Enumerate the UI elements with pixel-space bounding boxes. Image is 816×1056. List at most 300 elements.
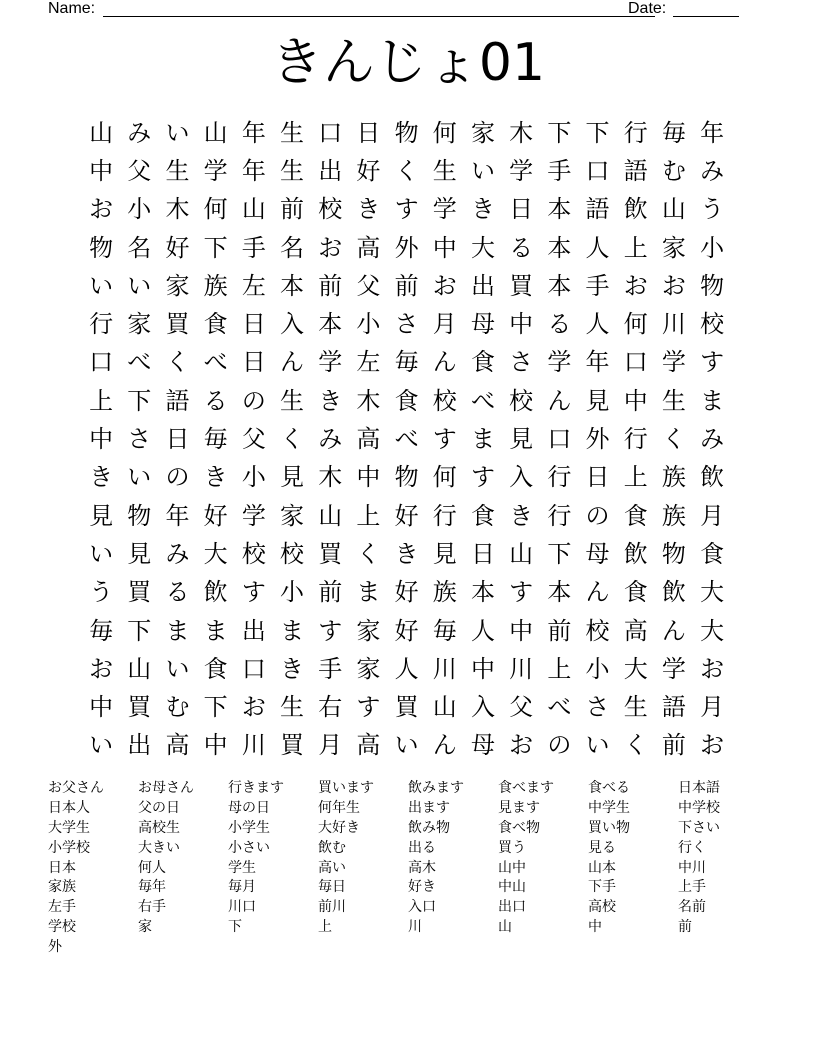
word-list-item: お母さん bbox=[138, 780, 194, 796]
grid-cell: お bbox=[700, 654, 725, 683]
grid-cell: 日 bbox=[470, 539, 495, 568]
grid-cell: 行 bbox=[623, 118, 648, 147]
word-list-item: 右手 bbox=[138, 899, 166, 916]
grid-cell: る bbox=[547, 310, 572, 339]
word-list-item: 下さい bbox=[678, 819, 720, 836]
grid-cell: お bbox=[661, 271, 686, 300]
grid-cell: す bbox=[509, 578, 534, 607]
grid-cell: お bbox=[700, 731, 725, 760]
grid-cell: ん bbox=[585, 578, 610, 607]
grid-cell: 年 bbox=[241, 118, 266, 147]
grid-cell: 小 bbox=[241, 463, 266, 492]
word-list-item: 下 bbox=[228, 919, 242, 936]
grid-cell: 中 bbox=[432, 233, 457, 262]
grid-cell: 日 bbox=[585, 463, 610, 492]
word-list-item: 見る bbox=[588, 839, 616, 856]
word-list-item: 何人 bbox=[138, 859, 166, 876]
grid-cell: る bbox=[509, 233, 534, 262]
grid-cell: む bbox=[661, 156, 686, 185]
word-list-item: 行く bbox=[678, 839, 706, 856]
word-list-item: 毎日 bbox=[318, 879, 346, 896]
grid-cell: 好 bbox=[394, 578, 419, 607]
grid-cell: き bbox=[318, 386, 343, 415]
grid-cell: 校 bbox=[700, 310, 725, 339]
grid-cell: 生 bbox=[432, 156, 457, 185]
grid-cell: 下 bbox=[203, 693, 228, 722]
grid-cell: 本 bbox=[547, 233, 572, 262]
grid-cell: 人 bbox=[585, 310, 610, 339]
date-label: Date: bbox=[628, 0, 667, 17]
grid-cell: 見 bbox=[432, 539, 457, 568]
grid-cell: 生 bbox=[165, 156, 190, 185]
word-list-item: 上 bbox=[318, 919, 332, 936]
grid-cell: 口 bbox=[547, 425, 572, 454]
grid-cell: 年 bbox=[241, 156, 266, 185]
grid-cell: 飲 bbox=[623, 539, 648, 568]
grid-cell: 好 bbox=[356, 156, 381, 185]
word-list-item: 高校生 bbox=[138, 819, 180, 836]
grid-cell: 高 bbox=[356, 425, 381, 454]
grid-cell: く bbox=[623, 731, 648, 760]
grid-cell: 飲 bbox=[700, 463, 725, 492]
grid-cell: 買 bbox=[318, 539, 343, 568]
word-list-item: 行きます bbox=[228, 780, 284, 796]
grid-cell: の bbox=[165, 463, 190, 492]
grid-cell: 食 bbox=[623, 578, 648, 607]
word-list-item: 高い bbox=[318, 859, 346, 876]
grid-cell: 下 bbox=[127, 616, 152, 645]
grid-cell: 口 bbox=[623, 348, 648, 377]
word-list-item: 買います bbox=[318, 780, 374, 796]
grid-cell: 何 bbox=[432, 463, 457, 492]
grid-cell: 食 bbox=[470, 348, 495, 377]
word-list-item: 下手 bbox=[588, 879, 616, 896]
grid-cell: 日 bbox=[241, 348, 266, 377]
word-list-item: 家 bbox=[138, 919, 152, 936]
grid-cell: 前 bbox=[547, 616, 572, 645]
word-list bbox=[48, 779, 768, 958]
word-list-item: 山本 bbox=[588, 859, 616, 876]
word-list-item: 飲み物 bbox=[408, 819, 450, 836]
word-list-item: 見ます bbox=[498, 799, 540, 816]
grid-cell: お bbox=[89, 195, 114, 224]
grid-cell: 口 bbox=[89, 348, 114, 377]
grid-cell: ま bbox=[280, 616, 305, 645]
word-list-item: 毎月 bbox=[228, 879, 256, 896]
grid-cell: く bbox=[661, 425, 686, 454]
grid-cell: 父 bbox=[127, 156, 152, 185]
word-list-item: 中学校 bbox=[678, 799, 720, 816]
grid-cell: 見 bbox=[89, 501, 114, 530]
grid-cell: お bbox=[623, 271, 648, 300]
grid-cell: さ bbox=[585, 693, 610, 722]
grid-cell: 買 bbox=[127, 578, 152, 607]
grid-cell: 山 bbox=[318, 501, 343, 530]
grid-cell: 買 bbox=[394, 693, 419, 722]
grid-cell: 飲 bbox=[203, 578, 228, 607]
grid-cell: 生 bbox=[623, 693, 648, 722]
grid-cell: 名 bbox=[127, 233, 152, 262]
grid-cell: 父 bbox=[241, 425, 266, 454]
grid-cell: 族 bbox=[432, 578, 457, 607]
word-list-item: 中川 bbox=[678, 859, 706, 876]
puzzle-grid bbox=[82, 111, 732, 762]
grid-cell: 小 bbox=[585, 654, 610, 683]
grid-cell: 族 bbox=[661, 463, 686, 492]
word-list-item: 買う bbox=[498, 839, 526, 856]
grid-cell: 家 bbox=[470, 118, 495, 147]
grid-cell: 校 bbox=[241, 539, 266, 568]
grid-cell: ま bbox=[165, 616, 190, 645]
word-list-item: 学校 bbox=[48, 919, 76, 936]
grid-cell: 毎 bbox=[661, 118, 686, 147]
word-list-item: 名前 bbox=[678, 899, 706, 916]
grid-cell: 食 bbox=[203, 310, 228, 339]
grid-cell: 行 bbox=[89, 310, 114, 339]
grid-cell: べ bbox=[127, 348, 152, 377]
grid-cell: 木 bbox=[165, 195, 190, 224]
grid-cell: く bbox=[280, 425, 305, 454]
grid-cell: お bbox=[318, 233, 343, 262]
grid-cell: い bbox=[89, 731, 114, 760]
grid-cell: 高 bbox=[356, 233, 381, 262]
word-list-item: 食べる bbox=[588, 780, 630, 796]
grid-cell: 中 bbox=[89, 156, 114, 185]
grid-cell: 家 bbox=[127, 310, 152, 339]
grid-cell: 何 bbox=[623, 310, 648, 339]
grid-cell: 学 bbox=[661, 654, 686, 683]
grid-cell: 月 bbox=[700, 501, 725, 530]
grid-cell: 中 bbox=[203, 731, 228, 760]
grid-cell: み bbox=[700, 425, 725, 454]
grid-cell: 月 bbox=[432, 310, 457, 339]
grid-cell: 山 bbox=[509, 539, 534, 568]
word-list-item: 父の日 bbox=[138, 799, 180, 816]
word-list-item: 入口 bbox=[408, 899, 436, 916]
grid-cell: 物 bbox=[127, 501, 152, 530]
grid-cell: 本 bbox=[547, 195, 572, 224]
grid-cell: 生 bbox=[280, 693, 305, 722]
grid-cell: 上 bbox=[89, 386, 114, 415]
grid-cell: 右 bbox=[318, 693, 343, 722]
grid-cell: 校 bbox=[432, 386, 457, 415]
word-list-item: 上手 bbox=[678, 879, 706, 896]
grid-cell: さ bbox=[394, 310, 419, 339]
grid-cell: い bbox=[165, 654, 190, 683]
grid-cell: く bbox=[165, 348, 190, 377]
grid-cell: さ bbox=[127, 425, 152, 454]
grid-cell: 何 bbox=[432, 118, 457, 147]
grid-cell: き bbox=[203, 463, 228, 492]
word-list-item: 何年生 bbox=[318, 799, 360, 816]
word-list-item: 高木 bbox=[408, 859, 436, 876]
grid-cell: べ bbox=[547, 693, 572, 722]
word-list-item: 中 bbox=[588, 919, 602, 936]
word-list-item: 毎年 bbox=[138, 879, 166, 896]
word-list-item: 前川 bbox=[318, 899, 346, 916]
grid-cell: 大 bbox=[623, 654, 648, 683]
grid-cell: 外 bbox=[585, 425, 610, 454]
grid-cell: 毎 bbox=[432, 616, 457, 645]
grid-cell: 物 bbox=[700, 271, 725, 300]
grid-cell: き bbox=[394, 539, 419, 568]
grid-cell: 名 bbox=[280, 233, 305, 262]
grid-cell: 食 bbox=[700, 539, 725, 568]
grid-cell: 入 bbox=[280, 310, 305, 339]
grid-cell: 学 bbox=[241, 501, 266, 530]
grid-cell: べ bbox=[394, 425, 419, 454]
grid-cell: 校 bbox=[280, 539, 305, 568]
grid-cell: 上 bbox=[623, 463, 648, 492]
grid-cell: お bbox=[432, 271, 457, 300]
grid-cell: 校 bbox=[585, 616, 610, 645]
grid-cell: い bbox=[127, 463, 152, 492]
grid-cell: 上 bbox=[623, 233, 648, 262]
grid-cell: 入 bbox=[470, 693, 495, 722]
grid-cell: の bbox=[547, 731, 572, 760]
grid-cell: 高 bbox=[165, 731, 190, 760]
grid-cell: い bbox=[165, 118, 190, 147]
grid-cell: 上 bbox=[356, 501, 381, 530]
grid-cell: 日 bbox=[165, 425, 190, 454]
grid-cell: 山 bbox=[432, 693, 457, 722]
grid-cell: 大 bbox=[700, 578, 725, 607]
grid-cell: 学 bbox=[547, 348, 572, 377]
grid-cell: 前 bbox=[318, 271, 343, 300]
grid-cell: 食 bbox=[470, 501, 495, 530]
grid-cell: み bbox=[165, 539, 190, 568]
grid-cell: 年 bbox=[585, 348, 610, 377]
grid-cell: 買 bbox=[127, 693, 152, 722]
grid-cell: 月 bbox=[318, 731, 343, 760]
grid-cell: 大 bbox=[470, 233, 495, 262]
grid-cell: 前 bbox=[280, 195, 305, 224]
word-list-item: 大きい bbox=[138, 839, 180, 856]
word-list-item: 出ます bbox=[408, 799, 450, 816]
grid-cell: 出 bbox=[470, 271, 495, 300]
grid-cell: 川 bbox=[241, 731, 266, 760]
grid-cell: 山 bbox=[661, 195, 686, 224]
grid-cell: 買 bbox=[509, 271, 534, 300]
grid-cell: 手 bbox=[241, 233, 266, 262]
grid-cell: き bbox=[280, 654, 305, 683]
word-list-item: 中山 bbox=[498, 879, 526, 896]
grid-cell: 本 bbox=[280, 271, 305, 300]
grid-cell: 口 bbox=[318, 118, 343, 147]
grid-cell: す bbox=[241, 578, 266, 607]
grid-cell: 月 bbox=[700, 693, 725, 722]
word-list-item: 山 bbox=[498, 919, 512, 936]
grid-cell: 中 bbox=[89, 693, 114, 722]
grid-cell: い bbox=[89, 271, 114, 300]
grid-cell: 母 bbox=[470, 310, 495, 339]
grid-cell: 語 bbox=[661, 693, 686, 722]
word-list-item: 大学生 bbox=[48, 819, 90, 836]
grid-cell: 本 bbox=[318, 310, 343, 339]
grid-cell: 見 bbox=[509, 425, 534, 454]
grid-cell: 出 bbox=[318, 156, 343, 185]
word-list-item: 中学生 bbox=[588, 799, 630, 816]
grid-cell: 物 bbox=[394, 463, 419, 492]
grid-cell: 物 bbox=[89, 233, 114, 262]
grid-cell: 人 bbox=[585, 233, 610, 262]
grid-cell: 高 bbox=[356, 731, 381, 760]
grid-cell: ん bbox=[432, 731, 457, 760]
word-list-item: 小学生 bbox=[228, 819, 270, 836]
grid-cell: 好 bbox=[394, 616, 419, 645]
grid-cell: 人 bbox=[470, 616, 495, 645]
word-list-item: 前 bbox=[678, 919, 692, 936]
grid-cell: 下 bbox=[585, 118, 610, 147]
grid-cell: 母 bbox=[585, 539, 610, 568]
grid-cell: み bbox=[318, 425, 343, 454]
grid-cell: ま bbox=[470, 425, 495, 454]
grid-cell: 中 bbox=[509, 616, 534, 645]
grid-cell: 学 bbox=[661, 348, 686, 377]
grid-cell: 木 bbox=[318, 463, 343, 492]
word-list-item: 小学校 bbox=[48, 839, 90, 856]
word-list-item: 出口 bbox=[498, 899, 526, 916]
grid-cell: く bbox=[356, 539, 381, 568]
word-list-item: 家族 bbox=[48, 879, 76, 896]
grid-cell: 小 bbox=[700, 233, 725, 262]
grid-cell: み bbox=[700, 156, 725, 185]
grid-cell: き bbox=[89, 463, 114, 492]
grid-cell: 左 bbox=[241, 271, 266, 300]
grid-cell: 毎 bbox=[89, 616, 114, 645]
grid-cell: 族 bbox=[661, 501, 686, 530]
grid-cell: う bbox=[700, 195, 725, 224]
grid-cell: 本 bbox=[470, 578, 495, 607]
grid-cell: 生 bbox=[280, 386, 305, 415]
grid-cell: 川 bbox=[661, 310, 686, 339]
grid-cell: 中 bbox=[356, 463, 381, 492]
grid-cell: 下 bbox=[127, 386, 152, 415]
grid-cell: き bbox=[356, 195, 381, 224]
grid-cell: 校 bbox=[318, 195, 343, 224]
grid-cell: 族 bbox=[203, 271, 228, 300]
grid-cell: す bbox=[432, 425, 457, 454]
grid-cell: べ bbox=[470, 386, 495, 415]
grid-cell: 日 bbox=[241, 310, 266, 339]
word-list-item: 飲みます bbox=[408, 780, 464, 796]
grid-cell: 木 bbox=[356, 386, 381, 415]
grid-cell: 山 bbox=[203, 118, 228, 147]
grid-cell: 見 bbox=[280, 463, 305, 492]
grid-cell: べ bbox=[203, 348, 228, 377]
grid-cell: 語 bbox=[623, 156, 648, 185]
word-list-item: 好き bbox=[408, 879, 436, 896]
grid-cell: 山 bbox=[127, 654, 152, 683]
grid-cell: 好 bbox=[203, 501, 228, 530]
grid-cell: お bbox=[89, 654, 114, 683]
grid-cell: 下 bbox=[203, 233, 228, 262]
grid-cell: 大 bbox=[700, 616, 725, 645]
word-list-item: 食べます bbox=[498, 780, 554, 796]
grid-cell: 口 bbox=[585, 156, 610, 185]
grid-cell: 中 bbox=[623, 386, 648, 415]
grid-cell: 日 bbox=[509, 195, 534, 224]
grid-cell: 飲 bbox=[661, 578, 686, 607]
word-list-item: 外 bbox=[48, 939, 62, 956]
grid-cell: 中 bbox=[509, 310, 534, 339]
name-label: Name: bbox=[48, 0, 96, 17]
grid-cell: い bbox=[470, 156, 495, 185]
grid-cell: 出 bbox=[127, 731, 152, 760]
grid-cell: ん bbox=[432, 348, 457, 377]
grid-cell: 下 bbox=[547, 539, 572, 568]
grid-cell: 毎 bbox=[394, 348, 419, 377]
grid-cell: ま bbox=[203, 616, 228, 645]
grid-cell: く bbox=[394, 156, 419, 185]
word-list-item: 高校 bbox=[588, 899, 616, 916]
grid-cell: 行 bbox=[623, 425, 648, 454]
grid-cell: 学 bbox=[432, 195, 457, 224]
grid-cell: の bbox=[241, 386, 266, 415]
grid-cell: る bbox=[165, 578, 190, 607]
grid-cell: 行 bbox=[432, 501, 457, 530]
grid-cell: 小 bbox=[280, 578, 305, 607]
grid-cell: す bbox=[470, 463, 495, 492]
header bbox=[48, 0, 740, 20]
grid-cell: お bbox=[241, 693, 266, 722]
grid-cell: 小 bbox=[356, 310, 381, 339]
grid-cell: 語 bbox=[585, 195, 610, 224]
grid-cell: 母 bbox=[470, 731, 495, 760]
grid-cell: い bbox=[89, 539, 114, 568]
grid-cell: 見 bbox=[127, 539, 152, 568]
grid-cell: 前 bbox=[661, 731, 686, 760]
grid-cell: 家 bbox=[356, 616, 381, 645]
grid-cell: 学 bbox=[509, 156, 534, 185]
grid-cell: 手 bbox=[585, 271, 610, 300]
grid-cell: ん bbox=[547, 386, 572, 415]
grid-cell: の bbox=[585, 501, 610, 530]
grid-cell: 食 bbox=[203, 654, 228, 683]
grid-cell: 年 bbox=[165, 501, 190, 530]
page-title: きんじょ01 bbox=[270, 33, 546, 93]
grid-cell: 物 bbox=[661, 539, 686, 568]
grid-cell: 何 bbox=[203, 195, 228, 224]
word-list-item: 日本 bbox=[48, 859, 76, 876]
word-list-item: 大好き bbox=[318, 819, 360, 836]
word-list-item: 母の日 bbox=[228, 799, 270, 816]
grid-cell: 下 bbox=[547, 118, 572, 147]
grid-cell: 口 bbox=[241, 654, 266, 683]
grid-cell: 中 bbox=[470, 654, 495, 683]
grid-cell: 上 bbox=[547, 654, 572, 683]
grid-cell: い bbox=[394, 731, 419, 760]
word-list-item: 日本語 bbox=[678, 780, 720, 796]
grid-cell: 出 bbox=[241, 616, 266, 645]
grid-cell: 好 bbox=[165, 233, 190, 262]
word-list-item: 買い物 bbox=[588, 819, 630, 836]
grid-cell: 買 bbox=[165, 310, 190, 339]
grid-cell: 山 bbox=[241, 195, 266, 224]
grid-cell: 手 bbox=[318, 654, 343, 683]
grid-cell: き bbox=[470, 195, 495, 224]
grid-cell: す bbox=[318, 616, 343, 645]
word-list-item: 川 bbox=[408, 919, 422, 936]
grid-cell: す bbox=[356, 693, 381, 722]
grid-cell: 木 bbox=[509, 118, 534, 147]
grid-cell: 人 bbox=[394, 654, 419, 683]
grid-cell: 行 bbox=[547, 463, 572, 492]
word-list-item: 山中 bbox=[498, 859, 526, 876]
grid-cell: 学 bbox=[318, 348, 343, 377]
grid-cell: 山 bbox=[89, 118, 114, 147]
grid-cell: 父 bbox=[509, 693, 534, 722]
